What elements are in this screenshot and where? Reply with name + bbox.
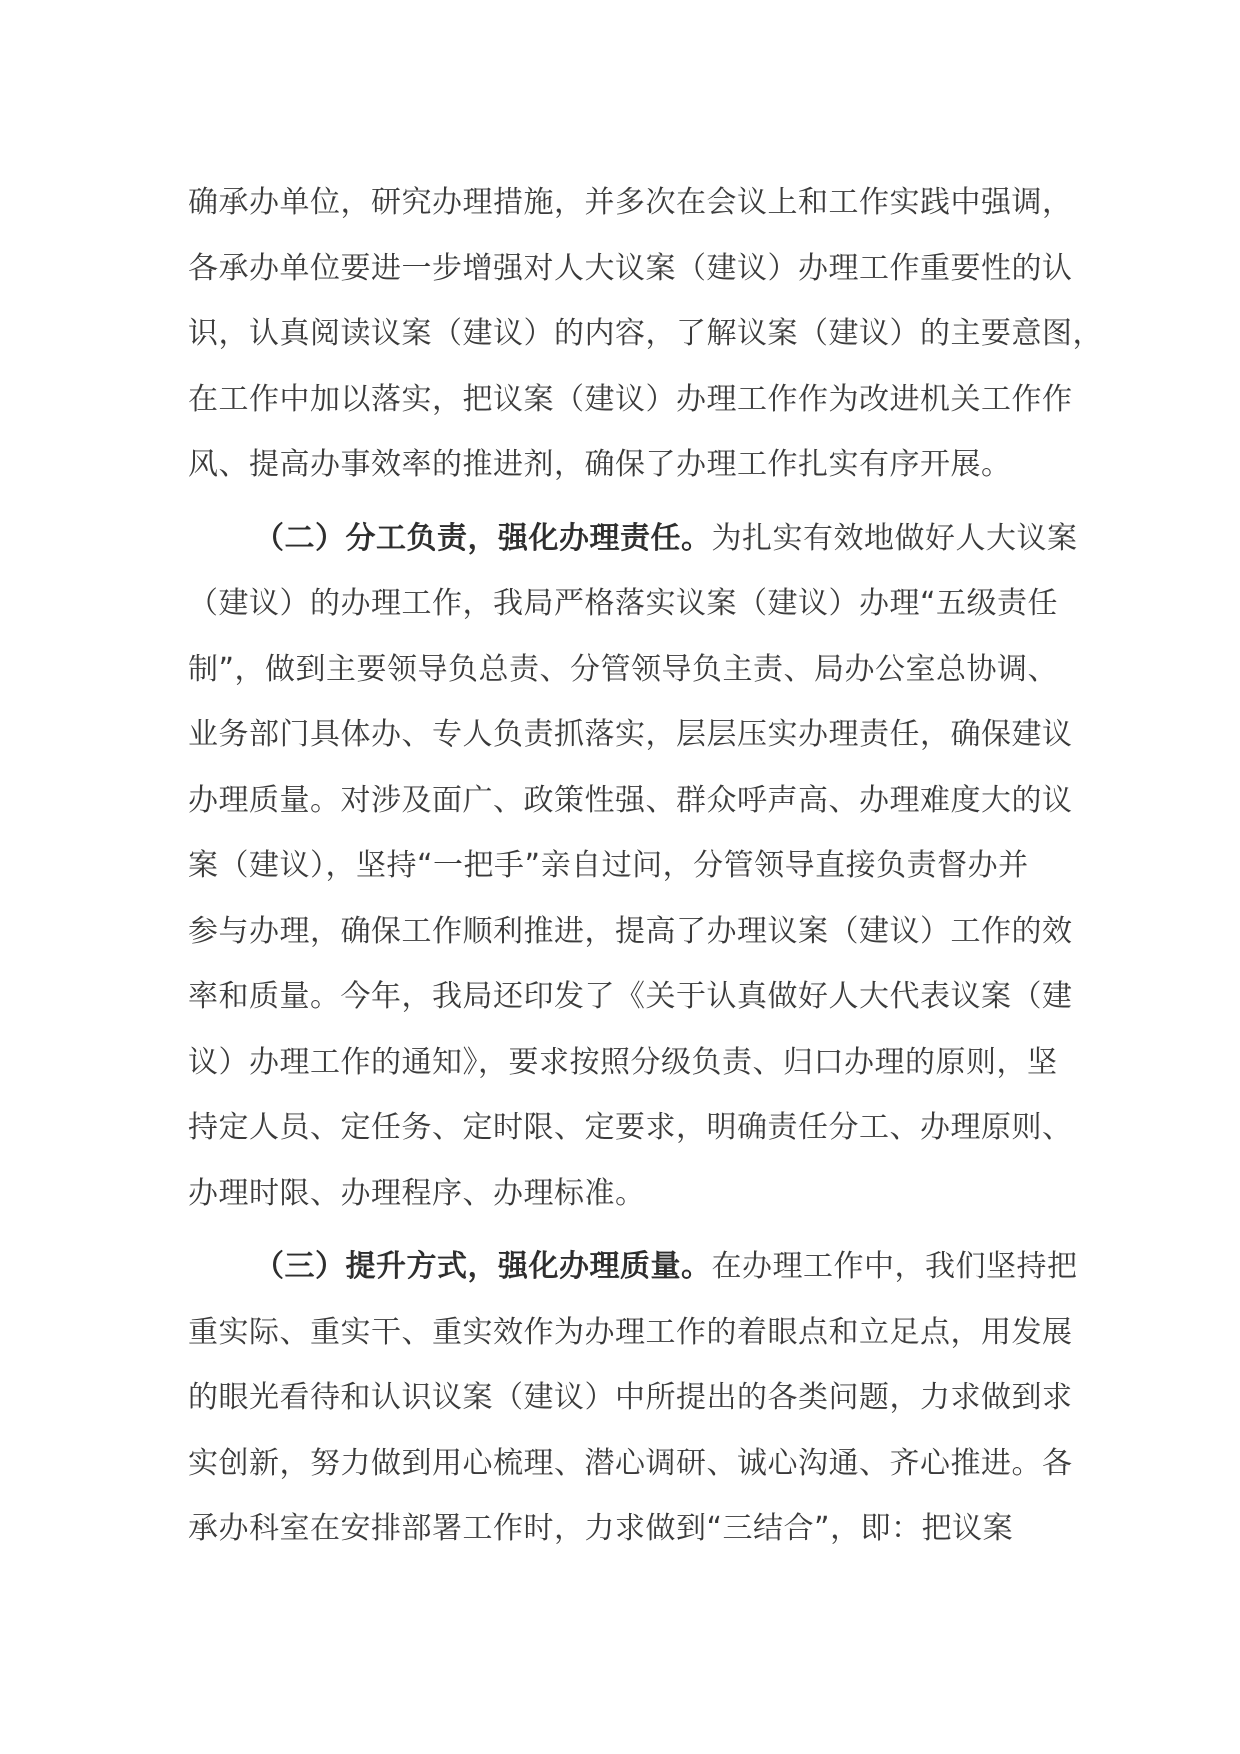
paragraph-2 xyxy=(188,506,1078,1227)
paragraph-line: 议）办理工作的通知》，要求按照分级负责、归口办理的原则，坚 xyxy=(188,1044,1058,1080)
paragraph-line: 在工作中加以落实，把议案（建议）办理工作作为改进机关工作作 xyxy=(188,381,1073,417)
paragraph-1 xyxy=(188,170,1103,498)
paragraph-line: 办理质量。对涉及面广、政策性强、群众呼声高、办理难度大的议 xyxy=(188,782,1073,818)
paragraph-line: 风、提高办事效率的推进剂，确保了办理工作扎实有序开展。 xyxy=(188,447,1012,482)
paragraph-3 xyxy=(188,1234,1078,1562)
paragraph-line: 制”，做到主要领导负总责、分管领导负主责、局办公室总协调、 xyxy=(188,651,1059,687)
paragraph-line: 重实际、重实干、重实效作为办理工作的着眼点和立足点，用发展 xyxy=(188,1314,1073,1350)
paragraph-line: 参与办理，确保工作顺利推进，提高了办理议案（建议）工作的效 xyxy=(188,913,1073,949)
paragraph-line: 持定人员、定任务、定时限、定要求，明确责任分工、办理原则、 xyxy=(188,1110,1073,1145)
paragraph-line: 的眼光看待和认识议案（建议）中所提出的各类问题，力求做到求 xyxy=(188,1380,1073,1415)
section-heading: （二）分工负责，强化办理责任。 xyxy=(254,520,712,556)
paragraph-line: 实创新，努力做到用心梳理、潜心调研、诚心沟通、齐心推进。各 xyxy=(188,1445,1073,1481)
paragraph-line: 各承办单位要进一步增强对人大议案（建议）办理工作重要性的认 xyxy=(188,250,1073,286)
document-body xyxy=(188,170,1103,1562)
paragraph-line: 办理时限、办理程序、办理标准。 xyxy=(188,1175,646,1211)
paragraph-line: （建议）的办理工作，我局严格落实议案（建议）办理“五级责任 xyxy=(188,586,1059,621)
paragraph-line: 率和质量。今年，我局还印发了《关于认真做好人大代表议案（建 xyxy=(188,979,1073,1014)
paragraph-line: 业务部门具体办、专人负责抓落实，层层压实办理责任，确保建议 xyxy=(188,717,1073,752)
paragraph-line: 承办科室在安排部署工作时，力求做到“三结合”，即：把议案 xyxy=(188,1511,1014,1546)
paragraph-text: 在办理工作中，我们坚持把 xyxy=(711,1249,1078,1284)
paragraph-first-line xyxy=(188,506,1078,572)
section-heading: （三）提升方式，强化办理质量。 xyxy=(254,1249,712,1284)
paragraph-line: 案（建议），坚持“一把手”亲自过问，分管领导直接负责督办并 xyxy=(188,848,1029,883)
paragraph-line: 确承办单位，研究办理措施，并多次在会议上和工作实践中强调， xyxy=(188,185,1073,220)
paragraph-text: 为扎实有效地做好人大议案 xyxy=(711,520,1078,556)
paragraph-line: 识，认真阅读议案（建议）的内容，了解议案（建议）的主要意图， xyxy=(188,316,1103,351)
paragraph-first-line xyxy=(188,1234,1078,1300)
